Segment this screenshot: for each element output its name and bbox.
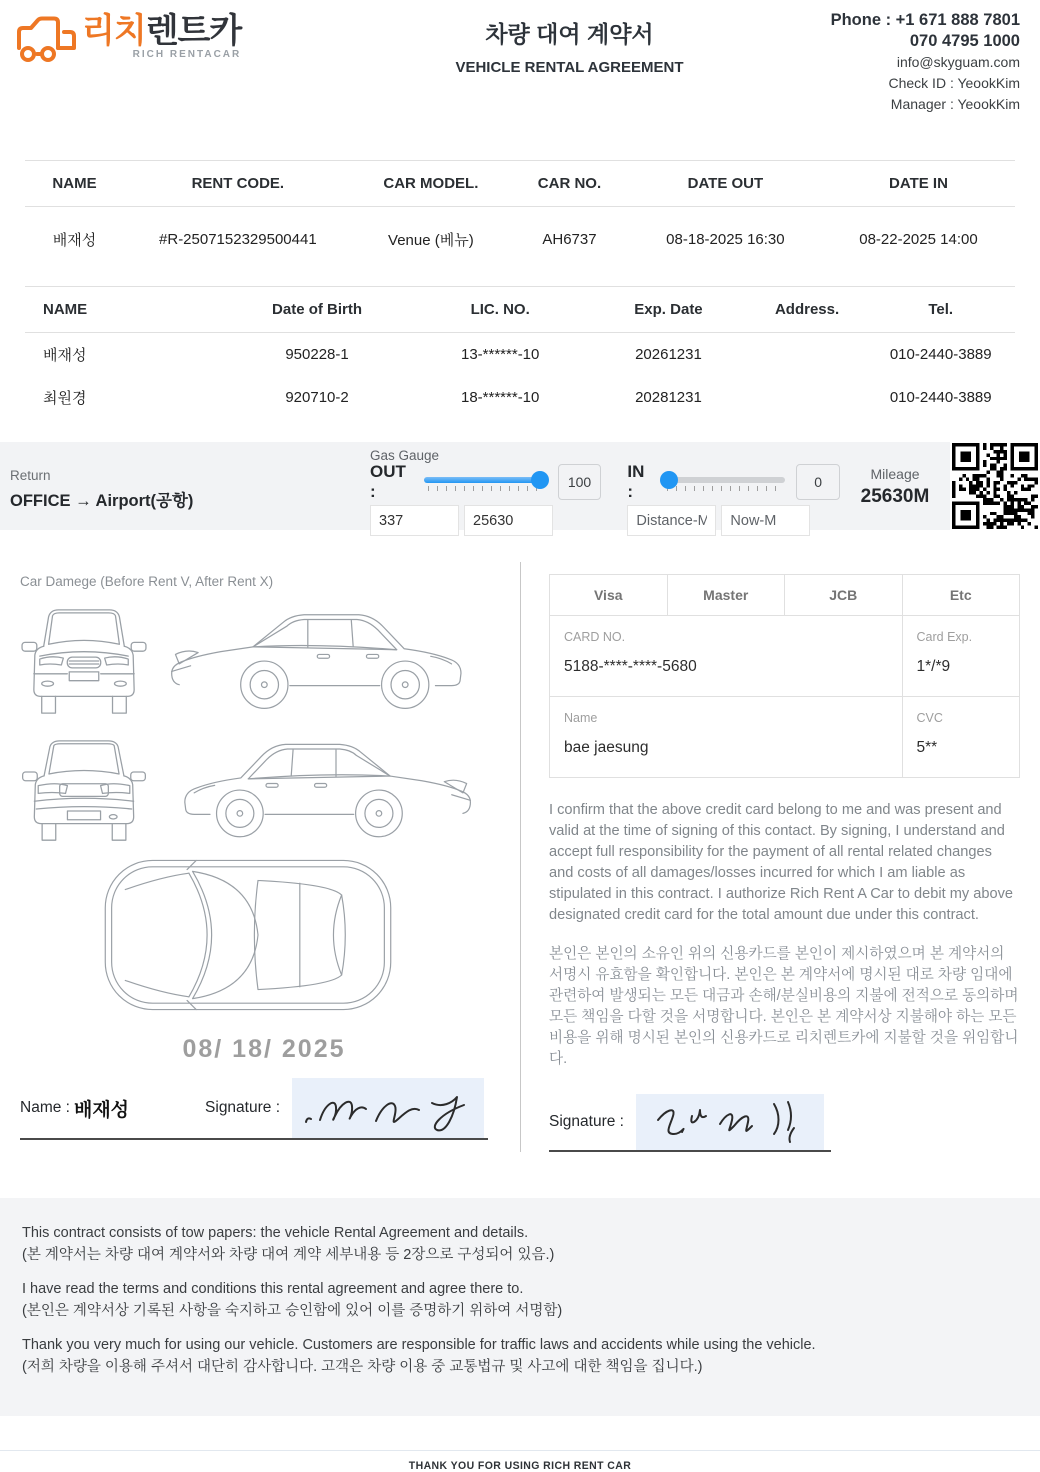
table-row	[25, 333, 1015, 377]
phone-primary: Phone : +1 671 888 7801	[830, 11, 1020, 29]
cardholder-signature-pad[interactable]	[636, 1094, 824, 1150]
rental-table-header-row	[25, 161, 1015, 207]
renter-signature-row	[20, 1078, 488, 1140]
qr-code	[950, 442, 1040, 530]
card-exp-value: 1*/*9	[916, 658, 951, 675]
date-out: 08-18-2025 16:30	[666, 231, 785, 248]
col-rent-code: RENT CODE.	[124, 161, 352, 207]
header	[0, 0, 1040, 117]
car-side-view-left	[166, 603, 478, 721]
car-no: AH6737	[542, 231, 597, 248]
gas-in-value[interactable]: 0	[796, 464, 840, 500]
table-row	[25, 376, 1015, 434]
brand-name-orange: 리치	[82, 12, 146, 50]
card-holder-value: bae jaesung	[564, 739, 649, 756]
card-number-label: CARD NO.	[564, 630, 626, 644]
return-block	[0, 442, 370, 530]
driver-lic: 13-******-10	[460, 346, 540, 363]
driver-exp: 20281231	[635, 389, 702, 406]
card-type-jcb[interactable]: JCB	[784, 574, 903, 616]
distance-in-input[interactable]	[627, 505, 716, 536]
car-damage-section	[0, 562, 520, 1152]
card-holder-label: Name	[564, 711, 598, 725]
agreement-text-kr: 본인은 본인의 소유인 위의 신용카드를 본인이 제시하였으며 본 계약서의 서명시 유효함을 확인합니다. 본인은 본 계약서에 명시된 대로 차량 임대에 관련하여 발생되는 모든 대금과 손해/분실비용의 지불에 전적으로 동의하며 모든 책임을 다할 것을 서명합니다. 본인은 본 계약서상 지불해야 하는 모든 비용을 위해 명시된 본인의 신용카드로 리치렌트카에 지불할 것을 위임합니다.	[549, 946, 1019, 1067]
card-number-value: 5188-****-****-5680	[564, 658, 697, 675]
card-holder-cell	[549, 696, 903, 778]
driver-dob: 920710-2	[285, 389, 349, 406]
email: info@skyguam.com	[896, 54, 1020, 70]
gas-out-slider-thumb[interactable]	[531, 471, 549, 489]
credit-card-table	[549, 574, 1019, 778]
card-cvc-label: CVC	[916, 711, 943, 725]
gas-gauge-label: Gas Gauge	[370, 448, 440, 463]
return-label: Return	[10, 468, 51, 483]
signature-label: Signature :	[205, 1099, 280, 1116]
check-id: Check ID : YeookKim	[888, 75, 1020, 91]
car-top-view	[98, 853, 398, 1017]
footer-text: THANK YOU FOR USING RICH RENT CAR	[408, 1459, 632, 1472]
term-en: This contract consists of tow papers: the vehicle Rental Agreement and details.	[22, 1225, 529, 1241]
gas-in-slider-thumb[interactable]	[660, 471, 678, 489]
signature-image	[292, 1078, 484, 1138]
col-date-out: DATE OUT	[629, 161, 822, 207]
gas-out-group	[370, 462, 601, 536]
page-footer	[0, 1450, 1040, 1472]
terms-section	[0, 1198, 1040, 1416]
col-exp-date: Exp. Date	[589, 287, 747, 333]
mileage-label: Mileage	[870, 466, 920, 482]
renter-name: 배재성	[73, 1099, 130, 1121]
col-address: Address.	[748, 287, 867, 333]
col-lic-no: LIC. NO.	[411, 287, 589, 333]
mileage-in-input[interactable]	[721, 505, 810, 536]
card-type-visa[interactable]: Visa	[549, 574, 668, 616]
car-model: Venue (베뉴)	[388, 232, 474, 249]
manager: Manager : YeookKim	[890, 96, 1020, 112]
renter-name: 배재성	[52, 232, 97, 249]
brand-logo	[14, 10, 344, 117]
page-title-en: VEHICLE RENTAL AGREEMENT	[455, 59, 684, 76]
term-item	[22, 1278, 1018, 1322]
driver-dob: 950228-1	[285, 346, 349, 363]
col-name: NAME	[25, 287, 223, 333]
table-row	[25, 207, 1015, 287]
agreement-text-en: I confirm that the above credit card belong to me and was present and valid at the time of signing of this contact. By signing, I understand and accept full responsibility for the payment of all rental related changes and costs of all damages/losses incurred for which I am liable as stipulated in this contract. I authorize Rich Rent A Car to debit my above designated credit card for the total amount due under this contract.	[549, 802, 1013, 923]
gas-out-slider[interactable]	[424, 469, 546, 495]
gas-out-value[interactable]: 100	[558, 464, 602, 500]
brand-name-dark: 렌트카	[145, 12, 242, 50]
brand-subtitle: RICH RENTACAR	[132, 49, 242, 60]
mileage-value: 25630M	[860, 486, 930, 507]
rental-info-table	[25, 160, 1015, 286]
driver-tel: 010-2440-3889	[889, 346, 992, 363]
col-car-no: CAR NO.	[510, 161, 629, 207]
main-section	[0, 562, 1040, 1152]
term-kr: (저희 차량을 이용해 주셔서 대단히 감사합니다. 고객은 차량 이용 중 교통법규 및 사고에 대한 책임을 집니다.)	[22, 1359, 703, 1375]
mileage-out-input[interactable]	[464, 505, 553, 536]
gas-in-label: IN :	[627, 462, 645, 501]
card-exp-label: Card Exp.	[916, 630, 973, 644]
col-tel: Tel.	[866, 287, 1015, 333]
card-cvc-value: 5**	[916, 739, 938, 756]
driver-address	[748, 376, 867, 434]
renter-signature-pad[interactable]	[292, 1078, 484, 1138]
return-route: OFFICE → Airport(공항)	[10, 492, 194, 510]
date-in: 08-22-2025 14:00	[859, 231, 978, 248]
card-cvc-cell	[902, 696, 1021, 778]
term-en: I have read the terms and conditions this rental agreement and agree there to.	[22, 1281, 524, 1297]
payment-section	[521, 562, 1040, 1152]
card-exp-cell	[902, 615, 1021, 697]
gas-in-group	[627, 462, 840, 536]
driver-tel: 010-2440-3889	[889, 389, 992, 406]
signature-image	[636, 1094, 824, 1150]
name-label: Name :	[20, 1099, 70, 1116]
truck-logo-icon	[14, 14, 80, 66]
brand-name	[82, 14, 241, 48]
page-title-kr: 차량 대여 계약서	[485, 21, 654, 47]
driver-address	[748, 333, 867, 377]
gas-gauge-block	[370, 442, 840, 530]
term-item	[22, 1222, 1018, 1266]
car-diagrams[interactable]	[20, 603, 508, 1017]
term-item	[22, 1334, 1018, 1378]
col-name: NAME	[25, 161, 124, 207]
car-rear-view	[20, 735, 148, 847]
term-kr: (본 계약서는 차량 대여 계약서와 차량 대여 계약 세부내용 등 2장으로 구성되어 있음.)	[22, 1247, 555, 1263]
term-kr: (본인은 계약서상 기록된 사항을 숙지하고 승인함에 있어 이를 증명하기 위하여 서명함)	[22, 1303, 563, 1319]
gas-out-label: OUT :	[370, 462, 406, 501]
distance-out-input[interactable]	[370, 505, 459, 536]
rent-code: #R-2507152329500441	[159, 231, 317, 248]
contact-info	[795, 10, 1020, 117]
driver-info-table	[25, 286, 1015, 434]
driver-name: 최원경	[43, 390, 87, 407]
card-number-cell	[549, 615, 903, 697]
gas-in-slider[interactable]	[663, 469, 784, 495]
col-dob: Date of Birth	[223, 287, 411, 333]
phone-secondary: 070 4795 1000	[909, 32, 1020, 50]
status-band	[0, 442, 1040, 530]
driver-lic: 18-******-10	[460, 389, 540, 406]
card-type-master[interactable]: Master	[667, 574, 786, 616]
driver-exp: 20261231	[635, 346, 702, 363]
car-damage-label: Car Damege (Before Rent V, After Rent X)	[20, 574, 274, 589]
driver-name: 배재성	[43, 347, 87, 364]
signing-date: 08/ 18/ 2025	[182, 1035, 346, 1063]
document-title-block	[344, 10, 795, 117]
driver-table-header-row	[25, 287, 1015, 333]
term-en: Thank you very much for using our vehicle. Customers are responsible for traffic laws and accidents while using the vehicle.	[22, 1337, 816, 1353]
mileage-block	[840, 442, 950, 530]
col-date-in: DATE IN	[822, 161, 1015, 207]
cardholder-signature-row	[549, 1094, 831, 1152]
car-side-view-right	[166, 735, 478, 847]
signature-label: Signature :	[549, 1113, 624, 1130]
card-type-etc[interactable]: Etc	[902, 574, 1021, 616]
col-car-model: CAR MODEL.	[352, 161, 510, 207]
car-front-view	[20, 603, 148, 721]
